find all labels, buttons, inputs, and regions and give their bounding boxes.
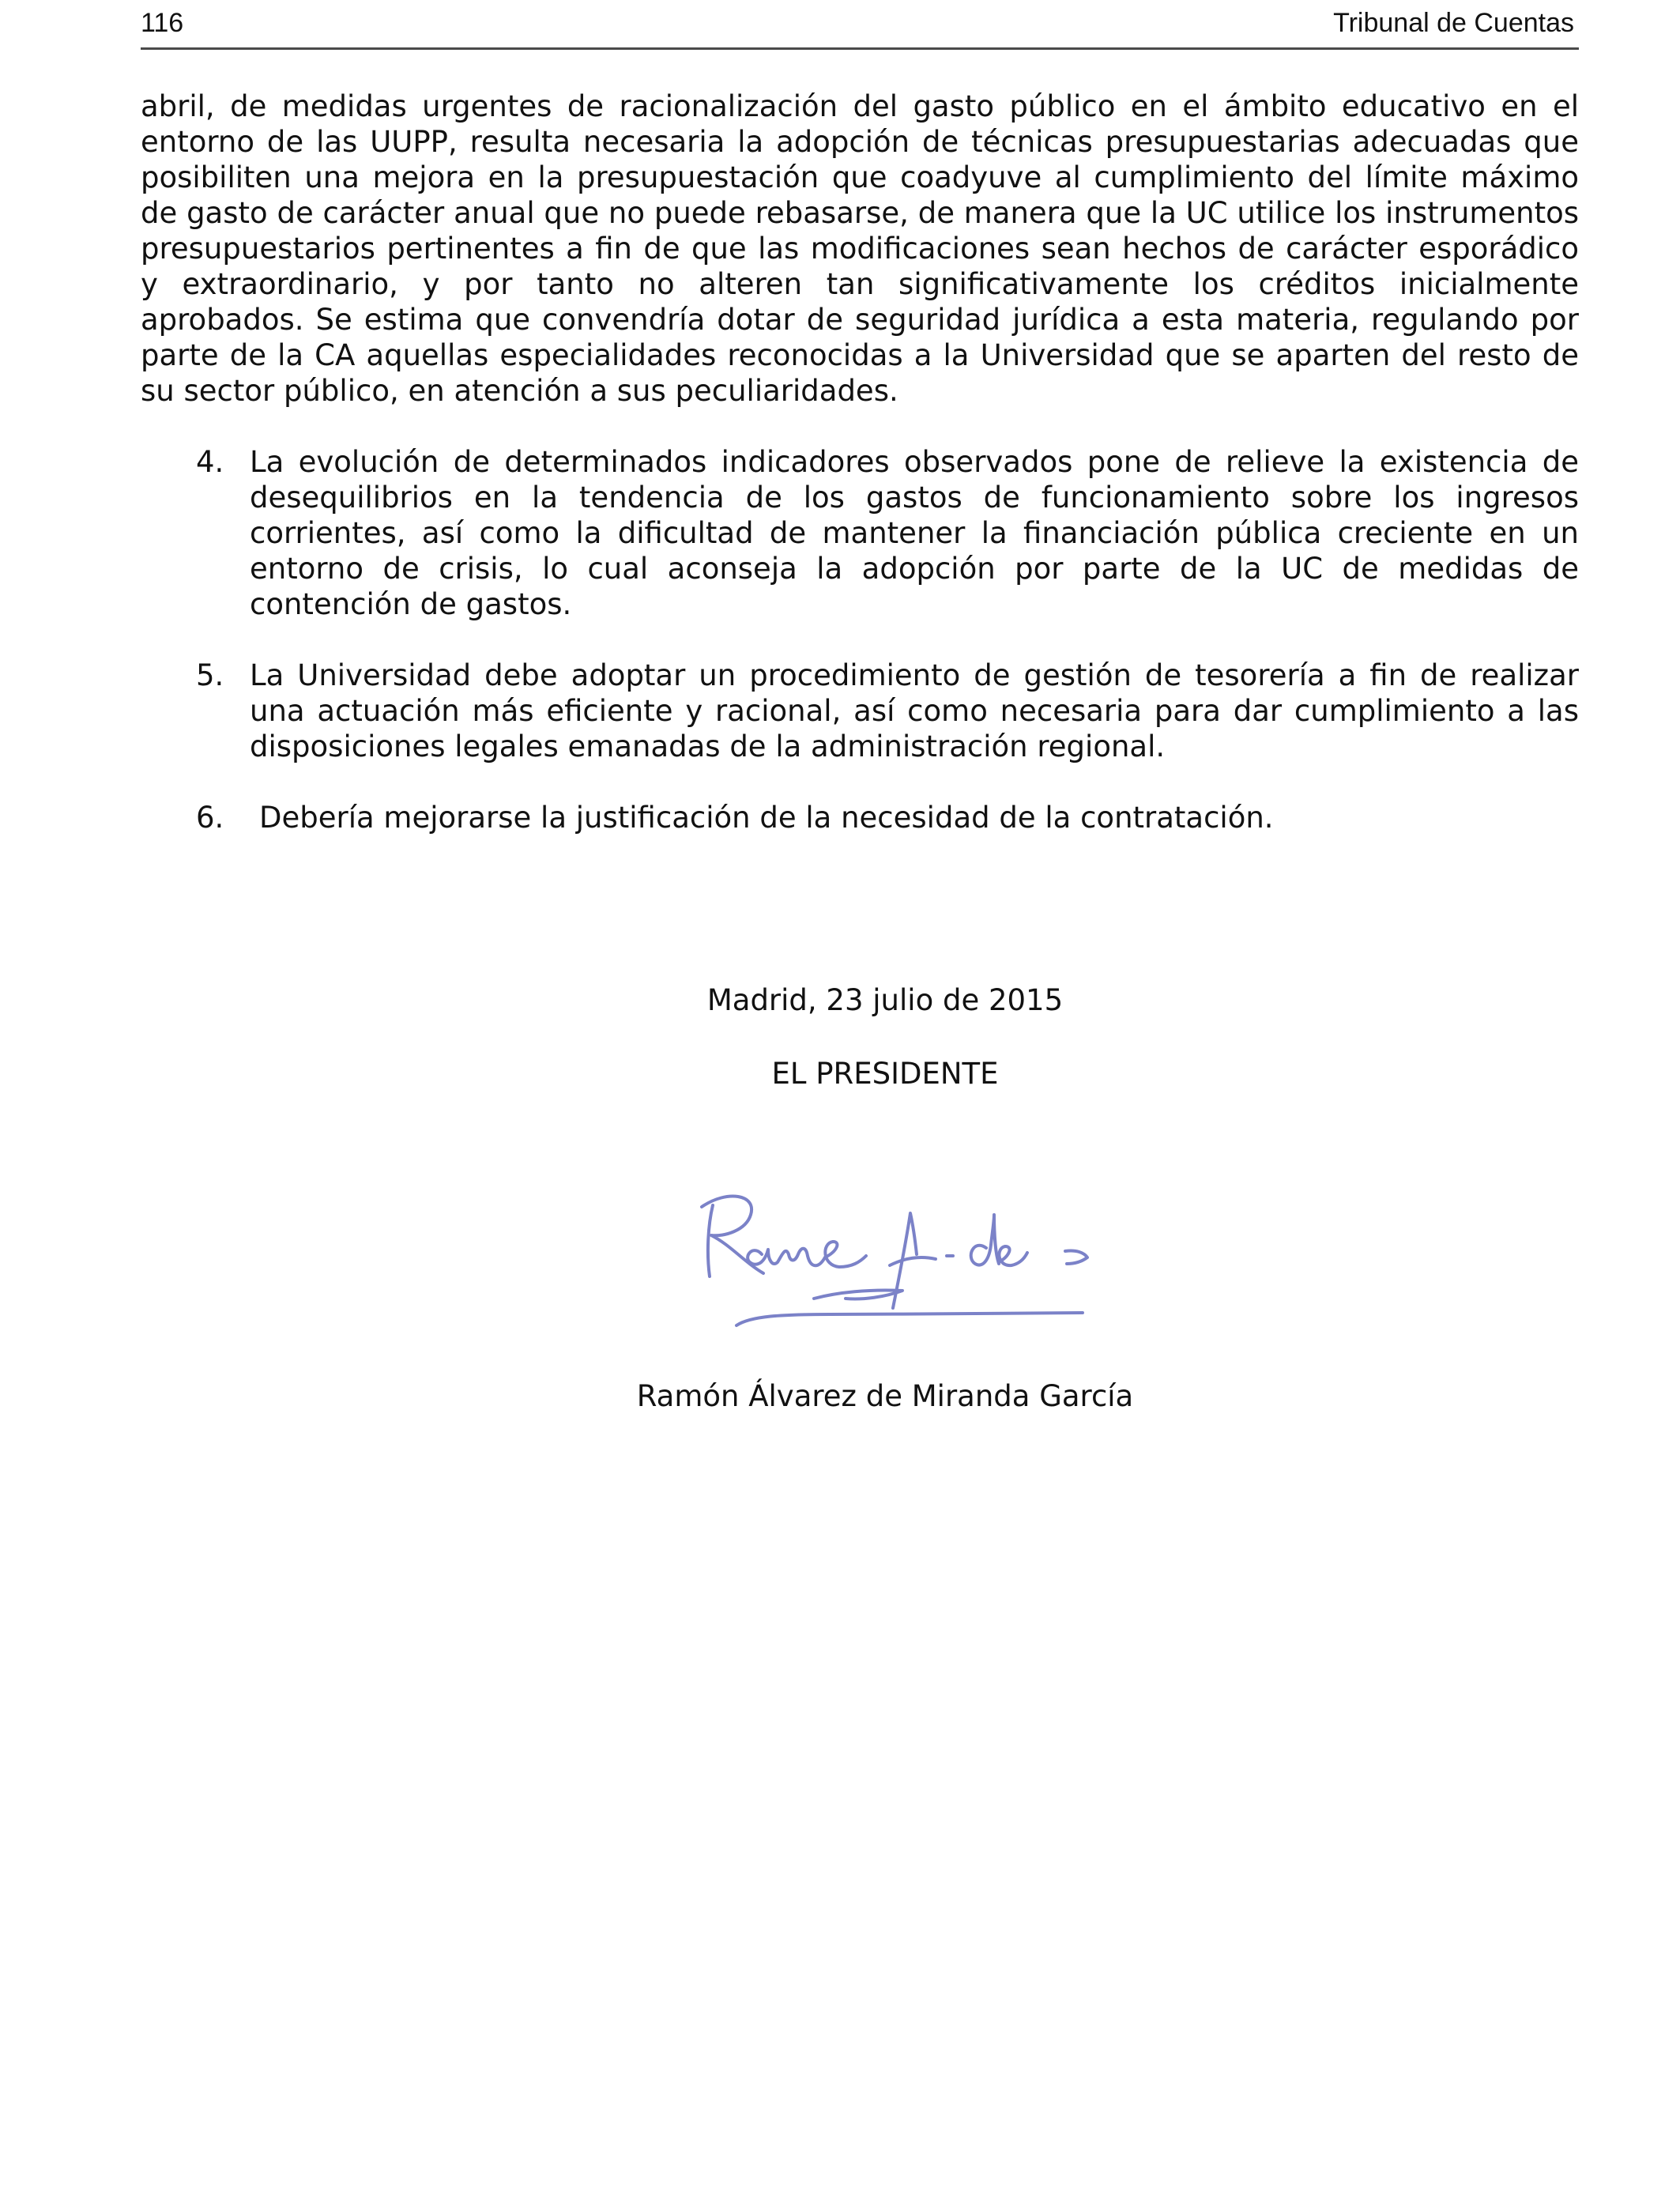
handwritten-signature-icon — [695, 1158, 1106, 1332]
intro-paragraph: abril, de medidas urgentes de racionalización del gasto público en el ámbito educativo en el entorno de las UUPP, resulta necesaria la adopción de técnicas presupuestarias adecuadas que posibiliten una mejora en la presupuestación que coadyuve al cumplimiento del límite máximo de gasto de carácter anual que no puede rebasarse, de manera que la UC utilice los instrumentos presupuestarios pertinentes a fin de que las modificaciones sean hechos de carácter esporádico y extraordinario, y por tanto no alteren tan significativamente los créditos inicialmente aprobados. Se estima que convendría dotar de seguridad jurídica a esta materia, regulando por parte de la CA aquellas especialidades reconocidas a la Universidad que se aparten del resto de su sector público, en atención a sus peculiaridades. — [141, 89, 1579, 408]
list-item-4 — [141, 444, 1579, 622]
list-item-6 — [141, 800, 1579, 835]
signature-title: EL PRESIDENTE — [771, 1057, 999, 1091]
list-item-text: La evolución de determinados indicadores observados pone de relieve la existencia de desequilibrios en la tendencia de los gastos de funcionamiento sobre los ingresos corrientes, así como la dificultad de mantener la financiación pública creciente en un entorno de crisis, lo cual aconseja la adopción por parte de la UC de medidas de contención de gastos. — [250, 445, 1579, 621]
signatory-name: Ramón Álvarez de Miranda García — [636, 1379, 1134, 1413]
page-header — [141, 0, 1579, 50]
list-number: 4. — [196, 445, 224, 479]
list-number: 6. — [196, 801, 224, 835]
page-number: 116 — [141, 8, 184, 38]
list-item-text: La Universidad debe adoptar un procedimiento de gestión de tesorería a fin de realizar una actuación más eficiente y racional, así como necesaria para dar cumplimiento a las disposiciones legales emanadas de la administración regional. — [250, 658, 1579, 763]
list-item-5 — [141, 658, 1579, 764]
place-date: Madrid, 23 julio de 2015 — [706, 983, 1064, 1017]
list-item-text: Debería mejorarse la justificación de la necesidad de la contratación. — [259, 801, 1274, 835]
document-body — [141, 89, 1579, 835]
list-number: 5. — [196, 658, 224, 692]
header-title: Tribunal de Cuentas — [1333, 8, 1574, 38]
